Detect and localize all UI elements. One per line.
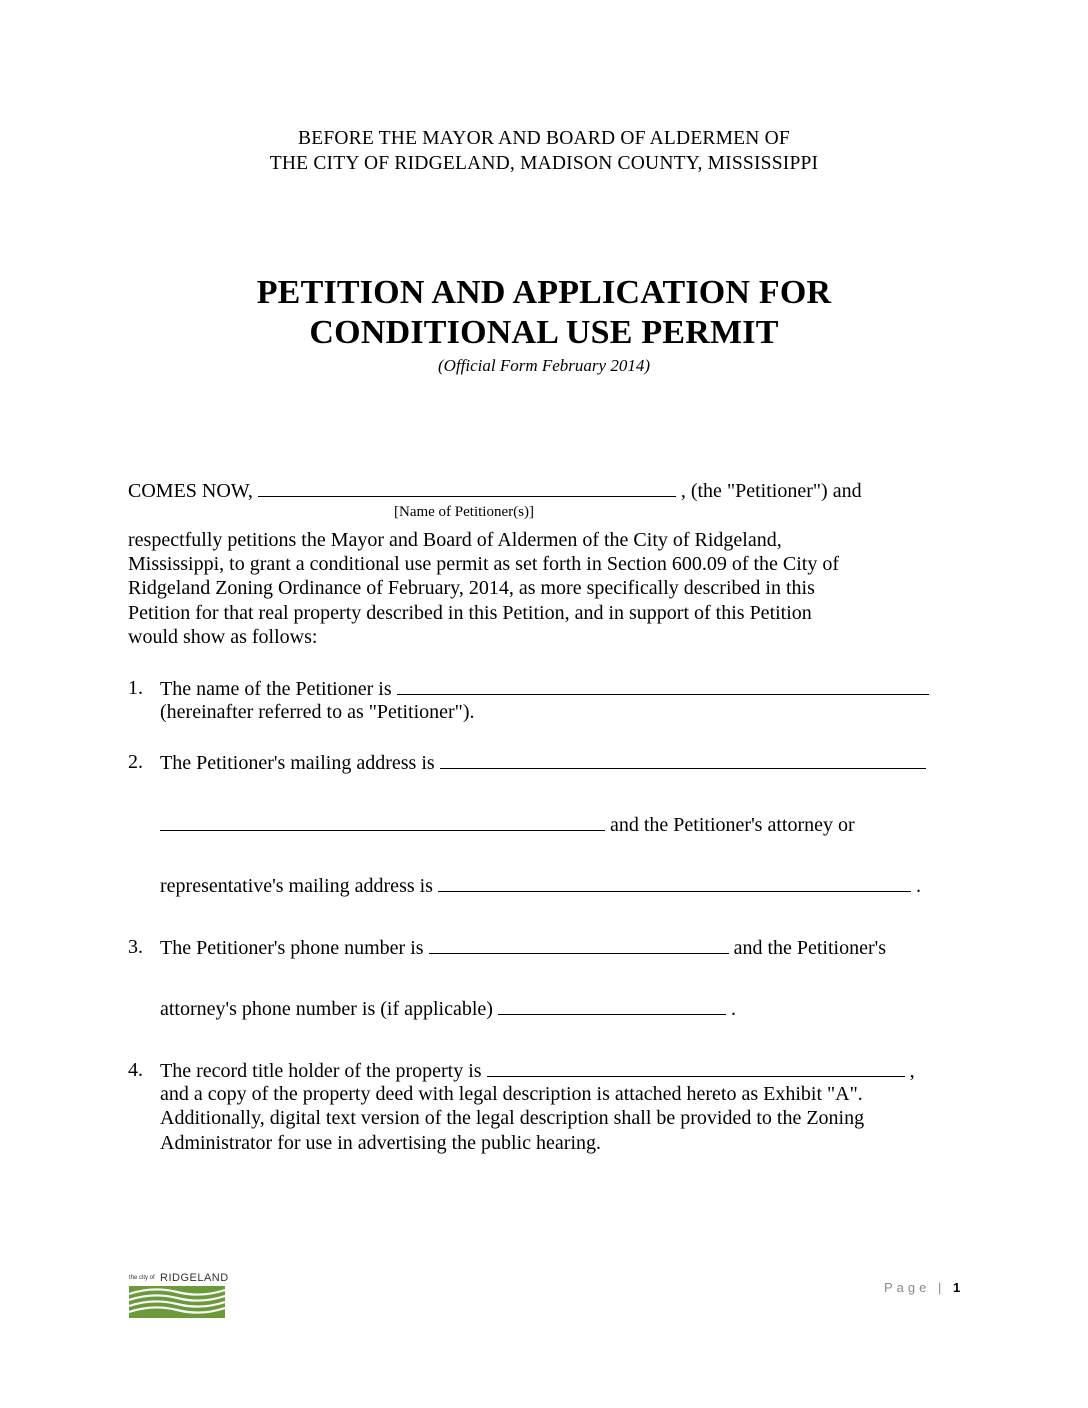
ridgeland-logo <box>129 1274 229 1320</box>
page-footer <box>884 1280 960 1295</box>
intro-line-3: Ridgeland Zoning Ordinance of February, 2014, as more specifically described in this <box>128 577 815 599</box>
form-date-subtitle: (Official Form February 2014) <box>438 356 650 375</box>
petitioner-address-field[interactable] <box>440 750 926 769</box>
logo-small-text: the city of <box>129 1275 155 1281</box>
item-4-text: The record title holder of the property is <box>160 1060 482 1082</box>
item-2-mid-line <box>160 812 855 837</box>
item-2-text: The Petitioner's mailing address is <box>160 752 435 774</box>
item-3-att-text: attorney's phone number is (if applicable) <box>160 998 493 1020</box>
document-title-line-1: PETITION AND APPLICATION FOR <box>256 274 832 311</box>
intro-line-4: Petition for that real property described in this Petition, and in support of this Petition <box>128 602 812 624</box>
item-3-text: The Petitioner's phone number is <box>160 937 424 959</box>
item-4-line-3: Additionally, digital text version of the legal description shall be provided to the Zoning <box>160 1107 865 1129</box>
item-1-number: 1. <box>128 677 143 699</box>
petitioner-name-field[interactable] <box>397 676 929 695</box>
item-2-rep-end: . <box>915 875 921 897</box>
intro-line-2: Mississippi, to grant a conditional use permit as set forth in Section 600.09 of the City of <box>128 553 840 575</box>
item-1-text: The name of the Petitioner is <box>160 678 392 700</box>
item-3-line <box>160 935 886 960</box>
item-3-att-line <box>160 996 736 1021</box>
item-4-line-2: and a copy of the property deed with legal description is attached hereto as Exhibit "A". <box>160 1083 863 1105</box>
title-holder-field[interactable] <box>487 1058 905 1077</box>
item-2-line <box>160 750 926 775</box>
item-4-number: 4. <box>128 1059 143 1081</box>
page-label: Page | <box>884 1280 946 1295</box>
item-4-line <box>160 1058 915 1083</box>
item-3-mid-text: and the Petitioner's <box>733 937 887 959</box>
petitioner-phone-field[interactable] <box>429 935 729 954</box>
court-heading-line-1: BEFORE THE MAYOR AND BOARD OF ALDERMEN OF <box>298 128 790 149</box>
item-3-att-end: . <box>730 998 736 1020</box>
item-3-number: 3. <box>128 936 143 958</box>
petitioner-name-label: [Name of Petitioner(s)] <box>394 504 534 520</box>
item-1-continuation: (hereinafter referred to as "Petitioner"). <box>160 701 475 723</box>
item-2-mid-text: and the Petitioner's attorney or <box>610 814 855 836</box>
item-2-rep-text: representative's mailing address is <box>160 875 433 897</box>
comes-now-text: COMES NOW, <box>128 480 253 502</box>
intro-line-1: respectfully petitions the Mayor and Board of Aldermen of the City of Ridgeland, <box>128 529 782 551</box>
petitioner-name-blank[interactable] <box>258 478 676 497</box>
item-2-number: 2. <box>128 751 143 773</box>
item-2-rep-line <box>160 873 921 898</box>
intro-line-5: would show as follows: <box>128 626 318 648</box>
attorney-phone-field[interactable] <box>498 996 726 1015</box>
logo-name-text: RIDGELAND <box>160 1272 229 1284</box>
page-number: 1 <box>952 1280 961 1295</box>
representative-address-field[interactable] <box>438 873 911 892</box>
item-4-end: , <box>909 1060 915 1082</box>
logo-landscape-icon <box>129 1286 225 1318</box>
comes-now-line <box>128 478 862 503</box>
court-heading-line-2: THE CITY OF RIDGELAND, MADISON COUNTY, MISSISSIPPI <box>269 153 819 174</box>
petitioner-address-field-2[interactable] <box>160 812 605 831</box>
item-1-line <box>160 676 929 701</box>
item-4-line-4: Administrator for use in advertising the public hearing. <box>160 1132 602 1154</box>
document-title-line-2: CONDITIONAL USE PERMIT <box>309 314 779 351</box>
petitioner-suffix: , (the "Petitioner") and <box>680 480 862 502</box>
